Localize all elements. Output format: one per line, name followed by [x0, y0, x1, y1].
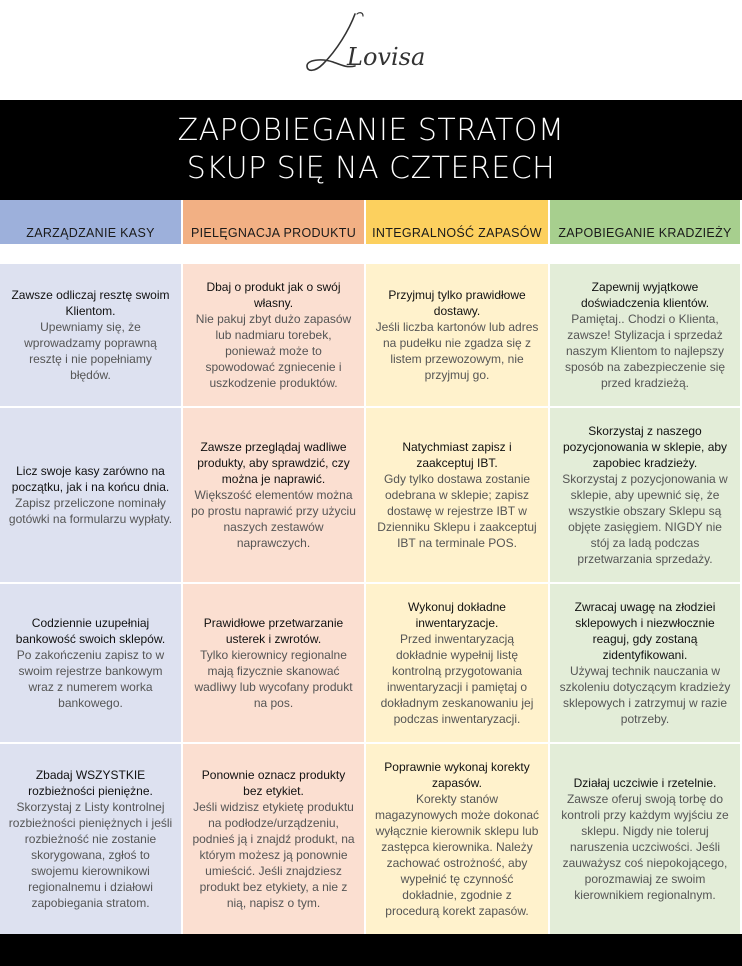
table-cell [550, 408, 740, 582]
table-cell [183, 264, 364, 406]
table-cell [183, 584, 364, 742]
logo-wordmark: Lovisa [347, 43, 426, 71]
cell-body: Jeśli widzisz etykietę produktu na podłodze/urządzeniu, podnieś ją i znajdź produkt, na którym możesz ją ponownie umieścić. Jeśli znajdziesz produkt bez etykiety, a nie z nią, napisz o tym. [192, 800, 355, 910]
cell-lead: Natychmiast zapisz i zaakceptuj IBT. [402, 440, 512, 470]
cell-body: Zawsze oferuj swoją torbę do kontroli przy każdym wyjściu ze sklepu. Nigdy nie toleruj naruszenia uczciwości. Jeśli zauważysz coś niepokojącego, porozmawiaj ze swoim kierownikiem regionalnym. [561, 792, 729, 902]
cell-lead: Przyjmuj tylko prawidłowe dostawy. [388, 288, 526, 318]
cell-body: Używaj technik nauczania w szkoleniu dotyczącym kradzieży sklepowych i zatrzymuj w razie potrzeby. [559, 664, 731, 726]
cell-lead: Codziennie uzupełniaj bankowość swoich sklepów. [15, 616, 166, 646]
table-cell [0, 264, 181, 406]
cell-lead: Prawidłowe przetwarzanie usterek i zwrotów. [203, 616, 344, 646]
cell-body: Upewniamy się, że wprowadzamy poprawną resztę i nie popełniamy błędów. [24, 320, 157, 382]
cell-body: Jeśli liczba kartonów lub adres na pudełku nie zgadza się z listem przewozowym, nie przyjmuj go. [375, 320, 539, 382]
cell-lead: Licz swoje kasy zarówno na początku, jak i na końcu dnia. [11, 464, 170, 494]
table-cell [183, 744, 364, 934]
table-cell [366, 408, 548, 582]
cell-body: Tylko kierownicy regionalne mają fizycznie skanować wadliwy lub wycofany produkt na pos. [194, 648, 353, 710]
cell-lead: Zapewnij wyjątkowe doświadczenia klientów. [580, 280, 710, 310]
cell-lead: Zbadaj WSZYSTKIE rozbieżności pieniężne. [28, 768, 153, 798]
column-header-stock-integrity: INTEGRALNOŚĆ ZAPASÓW [366, 200, 548, 244]
bottom-band [0, 934, 742, 966]
cell-body: Skorzystaj z pozycjonowania w sklepie, aby upewnić się, że wszystkie obszary Sklepu są objęte zasięgiem. NIGDY nie stój za ladą podczas przetwarzania sprzedaży. [562, 472, 728, 566]
table-cell [366, 264, 548, 406]
cell-body: Przed inwentaryzacją dokładnie wypełnij listę kontrolną przygotowania inwentaryzacji i pamiętaj o dokładnym zeskanowaniu jej podczas inwentaryzacji. [380, 632, 534, 726]
cell-lead: Ponownie oznacz produkty bez etykiet. [201, 768, 346, 798]
page-title-line-1: ZAPOBIEGANIE STRATOM [177, 113, 565, 148]
column-header-product-care: PIELĘGNACJA PRODUKTU [183, 200, 364, 244]
cell-body: Większość elementów można po prostu naprawić przy użyciu naszych zestawów naprawczych. [191, 488, 356, 550]
table-cell [550, 264, 740, 406]
cell-lead: Poprawnie wykonaj korekty zapasów. [384, 760, 530, 790]
table-cell [183, 408, 364, 582]
cell-body: Korekty stanów magazynowych może dokonać wyłącznie kierownik sklepu lub zastępca kierownika. Należy zachować ostrożność, aby wypełnić tę czynność dokładnie, zgodnie z procedurą korekt zapasów. [374, 792, 540, 918]
cell-lead: Zawsze odliczaj resztę swoim Klientom. [11, 288, 170, 318]
page-title-line-2: SKUP SIĘ NA CZTERECH [186, 151, 556, 186]
cell-body: Pamiętaj.. Chodzi o Klienta, zawsze! Stylizacja i sprzedaż naszym Klientom to najlepszy sposób na zabezpieczenie się przed kradzieżą. [564, 312, 726, 390]
logo-area [0, 0, 742, 100]
cell-body: Zapisz przeliczone nominały gotówki na formularzu wypłaty. [8, 496, 173, 526]
title-band [0, 100, 742, 200]
table-cell [366, 744, 548, 934]
cell-lead: Zawsze przeglądaj wadliwe produkty, aby sprawdzić, czy można je naprawić. [197, 440, 350, 486]
cell-lead: Skorzystaj z naszego pozycjonowania w sklepie, aby zapobiec kradzieży. [562, 424, 728, 470]
cell-lead: Działaj uczciwie i rzetelnie. [573, 776, 717, 790]
lovisa-logo [285, 2, 455, 82]
column-header-cash-management: ZARZĄDZANIE KASY [0, 200, 181, 244]
cell-lead: Wykonuj dokładne inwentaryzacje. [408, 600, 506, 630]
table-cell [0, 408, 181, 582]
table-cell [0, 744, 181, 934]
table-cell [0, 584, 181, 742]
column-header-theft-prevention: ZAPOBIEGANIE KRADZIEŻY [550, 200, 740, 244]
table-cell [550, 744, 740, 934]
cell-body: Po zakończeniu zapisz to w swoim rejestrze bankowym wraz z numerem worka bankowego. [16, 648, 165, 710]
cell-lead: Zwracaj uwagę na złodziei sklepowych i niezwłocznie reaguj, gdy zostaną zidentyfikowani. [574, 600, 716, 662]
cell-body: Gdy tylko dostawa zostanie odebrana w sklepie; zapisz dostawę w rejestrze IBT w Dzienniku Sklepu i zaakceptuj IBT na terminale POS. [377, 472, 537, 550]
table-cell [550, 584, 740, 742]
cell-body: Skorzystaj z Listy kontrolnej rozbieżności pieniężnych i jeśli rozbieżność nie zostanie skorygowana, zgłoś to swojemu kierownikowi regionalnemu i działowi zapobiegania stratom. [8, 800, 173, 910]
cell-body: Nie pakuj zbyt dużo zapasów lub nadmiaru torebek, ponieważ może to spowodować zgniecenie i uszkodzenie produktów. [195, 312, 352, 390]
table-cell [366, 584, 548, 742]
cell-lead: Dbaj o produkt jak o swój własny. [206, 280, 341, 310]
loss-prevention-table [0, 200, 742, 934]
